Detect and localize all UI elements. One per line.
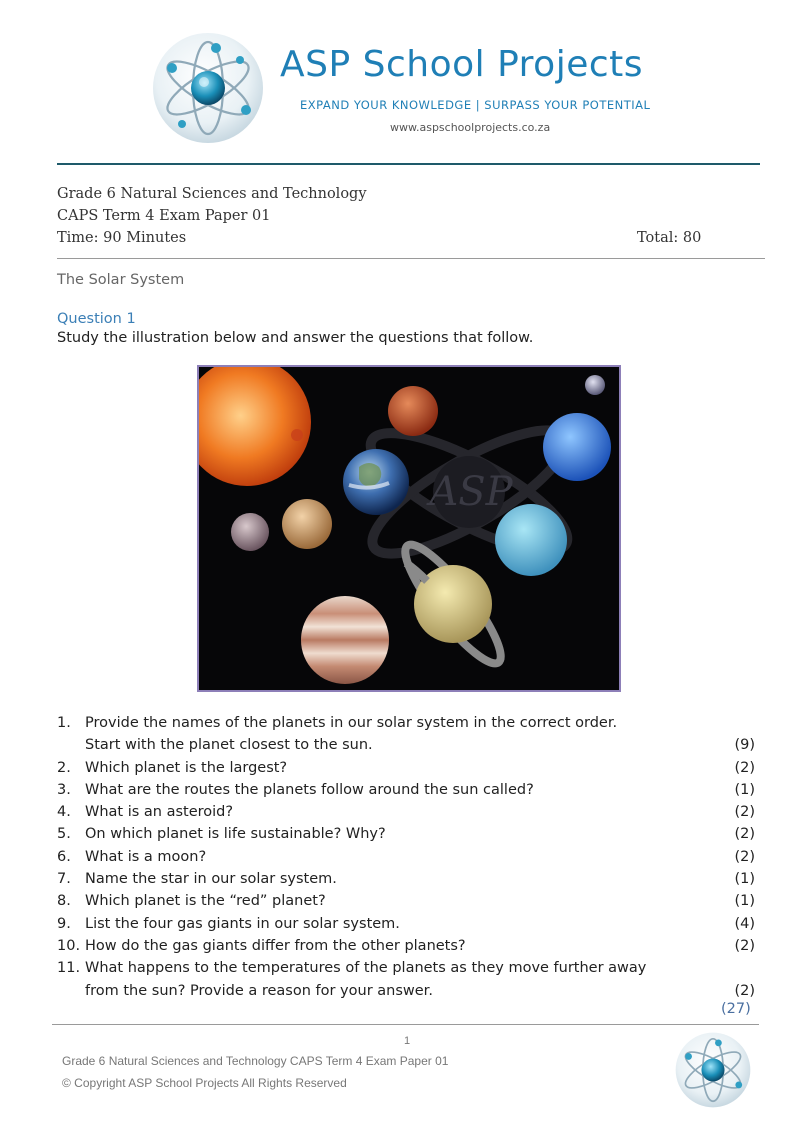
question-marks: (2) [734, 982, 755, 999]
page-number: 1 [404, 1035, 411, 1047]
section-total-marks: (27) [721, 1001, 751, 1017]
question-item [57, 890, 755, 912]
solar-system-illustration [197, 365, 621, 692]
illustration-watermark: ASP [429, 469, 513, 515]
question-marks: (9) [734, 737, 755, 754]
atom-logo-icon [152, 32, 264, 144]
footer-divider [52, 1024, 759, 1025]
question-number: 4. [57, 804, 71, 821]
question-item [57, 734, 755, 756]
solar-system-image [199, 367, 619, 690]
question-text: How do the gas giants differ from the other planets? [85, 937, 466, 954]
exam-time: Time: 90 Minutes [57, 230, 187, 246]
question-number: 2. [57, 759, 71, 776]
question-text: from the sun? Provide a reason for your answer. [85, 982, 433, 999]
question-number: 10. [57, 937, 81, 954]
footer-copyright: © Copyright ASP School Projects All Rights Reserved [62, 1076, 347, 1090]
question-text: What is an asteroid? [85, 804, 234, 821]
footer-paper-title: Grade 6 Natural Sciences and Technology CAPS Term 4 Exam Paper 01 [62, 1054, 449, 1068]
question-text: Which planet is the “red” planet? [85, 893, 326, 910]
question-item [57, 801, 755, 823]
question-intro: Study the illustration below and answer the questions that follow. [57, 330, 534, 346]
question-number: 8. [57, 893, 71, 910]
question-text: Name the star in our solar system. [85, 871, 337, 888]
question-item [57, 846, 755, 868]
question-number: 6. [57, 848, 71, 865]
question-item [57, 868, 755, 890]
meta-divider [57, 258, 765, 259]
question-marks: (2) [734, 759, 755, 776]
question-item [57, 980, 755, 1002]
section-title: The Solar System [57, 272, 185, 288]
question-item [57, 779, 755, 801]
question-item [57, 712, 755, 734]
question-number: 5. [57, 826, 71, 843]
brand-title: ASP School Projects [280, 44, 644, 85]
atom-logo-small-icon [675, 1032, 751, 1108]
question-number: 1. [57, 715, 71, 731]
question-item [57, 935, 755, 957]
question-text: Which planet is the largest? [85, 759, 288, 776]
question-marks: (2) [734, 937, 755, 954]
question-text: Provide the names of the planets in our solar system in the correct order. [85, 715, 618, 731]
question-text: Start with the planet closest to the sun. [85, 737, 373, 754]
question-item [57, 757, 755, 779]
question-marks: (1) [734, 871, 755, 888]
question-text: What happens to the temperatures of the planets as they move further away [85, 960, 647, 977]
exam-paper-line: CAPS Term 4 Exam Paper 01 [57, 208, 271, 224]
question-item [57, 957, 755, 979]
question-item [57, 913, 755, 935]
question-item [57, 823, 755, 845]
brand-tagline: EXPAND YOUR KNOWLEDGE | SURPASS YOUR POTENTIAL [300, 98, 651, 112]
header-divider [57, 163, 760, 165]
question-text: What are the routes the planets follow around the sun called? [85, 781, 534, 798]
question-title: Question 1 [57, 311, 136, 327]
question-number: 9. [57, 915, 71, 932]
question-number: 3. [57, 781, 71, 798]
exam-total: Total: 80 [637, 230, 702, 246]
brand-url: www.aspschoolprojects.co.za [390, 121, 551, 134]
question-marks: (2) [734, 804, 755, 821]
exam-grade-line: Grade 6 Natural Sciences and Technology [57, 186, 367, 202]
question-list [57, 712, 755, 1002]
question-marks: (1) [734, 893, 755, 910]
question-number: 11. [57, 960, 81, 977]
question-text: List the four gas giants in our solar system. [85, 915, 400, 932]
question-marks: (4) [734, 915, 755, 932]
question-marks: (2) [734, 826, 755, 843]
question-text: What is a moon? [85, 848, 207, 865]
question-text: On which planet is life sustainable? Why? [85, 826, 386, 843]
question-number: 7. [57, 871, 71, 888]
question-marks: (2) [734, 848, 755, 865]
question-marks: (1) [734, 781, 755, 798]
